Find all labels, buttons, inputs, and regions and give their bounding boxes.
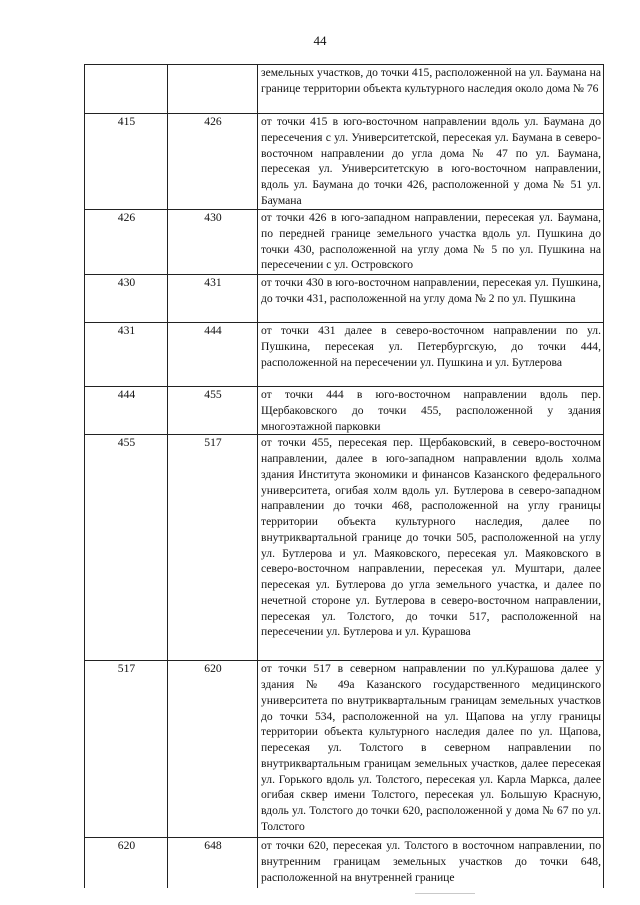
route-description-cell: от точки 431 далее в северо-восточном направлении по ул. Пушкина, пересекая ул. Петербургскую, до точки 444, расположенной на пересечении ул. Пушкина и ул. Бутлерова: [258, 323, 604, 387]
from-point-cell: 431: [85, 323, 168, 387]
table-row: [85, 435, 604, 661]
table-row: [85, 323, 604, 387]
to-point-cell: 648: [168, 838, 258, 888]
from-point-cell: 517: [85, 661, 168, 838]
to-point-cell: 430: [168, 210, 258, 275]
to-point-cell: 426: [168, 114, 258, 210]
boundary-points-table: [84, 64, 604, 888]
table-row: [85, 838, 604, 888]
table-row: [85, 387, 604, 435]
from-point-cell: 430: [85, 275, 168, 323]
route-description-cell: от точки 430 в юго-восточном направлении, пересекая ул. Пушкина, до точки 431, расположенной на углу дома № 2 по ул. Пушкина: [258, 275, 604, 323]
route-description-cell: земельных участков, до точки 415, расположенной на ул. Баумана на границе территории объекта культурного наследия около дома № 76: [258, 65, 604, 114]
route-description-cell: от точки 426 в юго-западном направлении, пересекая ул. Баумана, по передней границе земельного участка вдоль ул. Пушкина до точки 430, расположенной на углу дома № 5 по ул. Пушкина на пересечении с ул. Островского: [258, 210, 604, 275]
route-description-cell: от точки 620, пересекая ул. Толстого в восточном направлении, по внутренним границам земельных участков до точки 648, расположенной на внутренней границе: [258, 838, 604, 888]
scan-artifact-line: [415, 893, 475, 894]
from-point-cell: 620: [85, 838, 168, 888]
to-point-cell: 455: [168, 387, 258, 435]
route-description-cell: от точки 415 в юго-восточном направлении вдоль ул. Баумана до пересечения с ул. Университетской, пересекая ул. Баумана в северо-восточном направлении до угла дома № 47 по ул. Баумана, пересекая ул. Университетскую в юго-восточном направлении, вдоль ул. Баумана до точки 426, расположенной у дома № 51 ул. Баумана: [258, 114, 604, 210]
table-row: [85, 275, 604, 323]
to-point-cell: [168, 65, 258, 114]
route-description-cell: от точки 455, пересекая пер. Щербаковский, в северо-восточном направлении, далее в юго-западном направлении вдоль холма здания Института экономики и финансов Казанского федерального университета, огибая холм вдоль ул. Бутлерова в северо-западном направлении до точки 468, расположенной на углу границы территории объекта культурного наследия, далее по внутриквартальной границе до точки 505, расположенной на углу ул. Бутлерова и ул. Маяковского, пересекая ул. Маяковского в северо-восточном направлении, пересекая ул. Муштари, далее пересекая ул. Бутлерова до угла земельного участка, и далее по нечетной стороне ул. Бутлерова в северо-восточном направлении, пересекая ул. Толстого, до точки 517, расположенной на пересечении ул. Бутлерова и ул. Курашова: [258, 435, 604, 661]
from-point-cell: 444: [85, 387, 168, 435]
table-row: [85, 65, 604, 114]
page-number: 44: [313, 33, 327, 48]
route-description-cell: от точки 517 в северном направлении по ул.Курашова далее у здания № 49а Казанского государственного медицинского университета по внутриквартальным границам земельных участков до точки 534, расположенной на ул. Щапова на углу границы территории объекта культурного наследия далее по ул. Щапова, пересекая ул. Толстого в северном направлении по внутриквартальным границам земельных участков, далее пересекая ул. Горького вдоль ул. Толстого, пересекая ул. Карла Маркса, далее огибая сквер имени Толстого, пересекая ул. Большую Красную, вдоль ул. Толстого до точки 620, расположенной у дома № 67 по ул. Толстого: [258, 661, 604, 838]
to-point-cell: 431: [168, 275, 258, 323]
from-point-cell: 426: [85, 210, 168, 275]
to-point-cell: 444: [168, 323, 258, 387]
from-point-cell: 455: [85, 435, 168, 661]
from-point-cell: 415: [85, 114, 168, 210]
table-row: [85, 210, 604, 275]
from-point-cell: [85, 65, 168, 114]
table-row: [85, 661, 604, 838]
route-description-cell: от точки 444 в юго-восточном направлении вдоль пер. Щербаковского до точки 455, расположенной у здания многоэтажной парковки: [258, 387, 604, 435]
to-point-cell: 517: [168, 435, 258, 661]
table-row: [85, 114, 604, 210]
to-point-cell: 620: [168, 661, 258, 838]
